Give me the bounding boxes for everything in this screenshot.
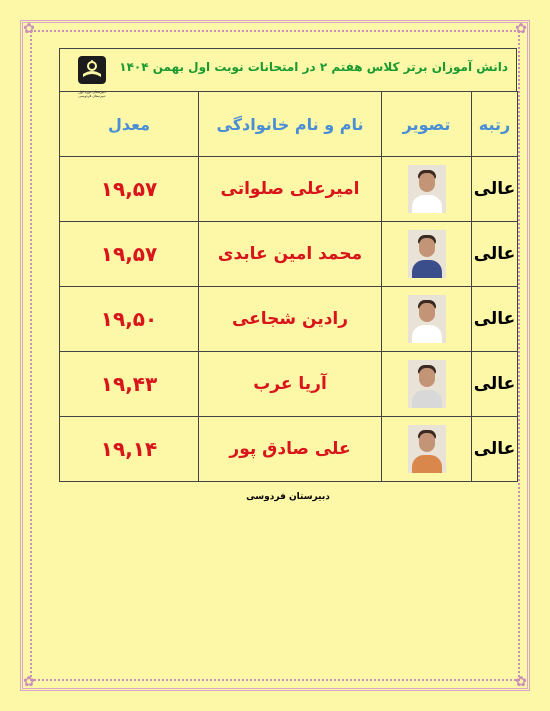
- corner-ornament-icon: ✿: [23, 21, 35, 37]
- table-row: [60, 417, 518, 482]
- header-photo: تصویر: [382, 92, 472, 157]
- header-name: نام و نام خانوادگی: [199, 92, 382, 157]
- header-average: معدل: [60, 92, 199, 157]
- header: [59, 48, 517, 98]
- average-cell: ۱۹,۴۳: [60, 352, 199, 417]
- photo-cell: [382, 417, 472, 482]
- student-photo: [408, 295, 446, 343]
- name-cell: محمد امین عابدی: [199, 222, 382, 287]
- average-cell: ۱۹,۵۰: [60, 287, 199, 352]
- average-cell: ۱۹,۵۷: [60, 157, 199, 222]
- photo-cell: [382, 222, 472, 287]
- rank-cell: عالی: [472, 222, 518, 287]
- student-photo: [408, 360, 446, 408]
- school-name: دبیرستان فردوسی: [246, 492, 330, 502]
- students-table: [59, 91, 518, 482]
- rank-cell: عالی: [472, 287, 518, 352]
- name-cell: رادین شجاعی: [199, 287, 382, 352]
- student-photo: [408, 425, 446, 473]
- student-photo: [408, 165, 446, 213]
- page-title: دانش آموزان برتر کلاس هفتم ۲ در امتحانات نوبت اول بهمن ۱۴۰۴: [119, 60, 508, 74]
- average-cell: ۱۹,۱۴: [60, 417, 199, 482]
- header-rank: رتبه: [472, 92, 518, 157]
- rank-cell: عالی: [472, 352, 518, 417]
- student-photo: [408, 230, 446, 278]
- rank-cell: عالی: [472, 157, 518, 222]
- corner-ornament-icon: ✿: [515, 674, 527, 690]
- corner-ornament-icon: ✿: [515, 21, 527, 37]
- table-row: [60, 222, 518, 287]
- logo-text: دبیرستان دوره اول دبیرستان فردوسی: [78, 90, 106, 98]
- honor-roll-sheet: [59, 48, 517, 502]
- name-cell: آریا عرب: [199, 352, 382, 417]
- photo-cell: [382, 287, 472, 352]
- photo-cell: [382, 157, 472, 222]
- table-header-row: [60, 92, 518, 157]
- name-cell: علی صادق پور: [199, 417, 382, 482]
- table-row: [60, 157, 518, 222]
- table-row: [60, 287, 518, 352]
- corner-ornament-icon: ✿: [23, 674, 35, 690]
- name-cell: امیرعلی صلواتی: [199, 157, 382, 222]
- average-cell: ۱۹,۵۷: [60, 222, 199, 287]
- school-logo: [72, 55, 112, 107]
- photo-cell: [382, 352, 472, 417]
- rank-cell: عالی: [472, 417, 518, 482]
- school-logo-icon: [77, 55, 107, 85]
- table-row: [60, 352, 518, 417]
